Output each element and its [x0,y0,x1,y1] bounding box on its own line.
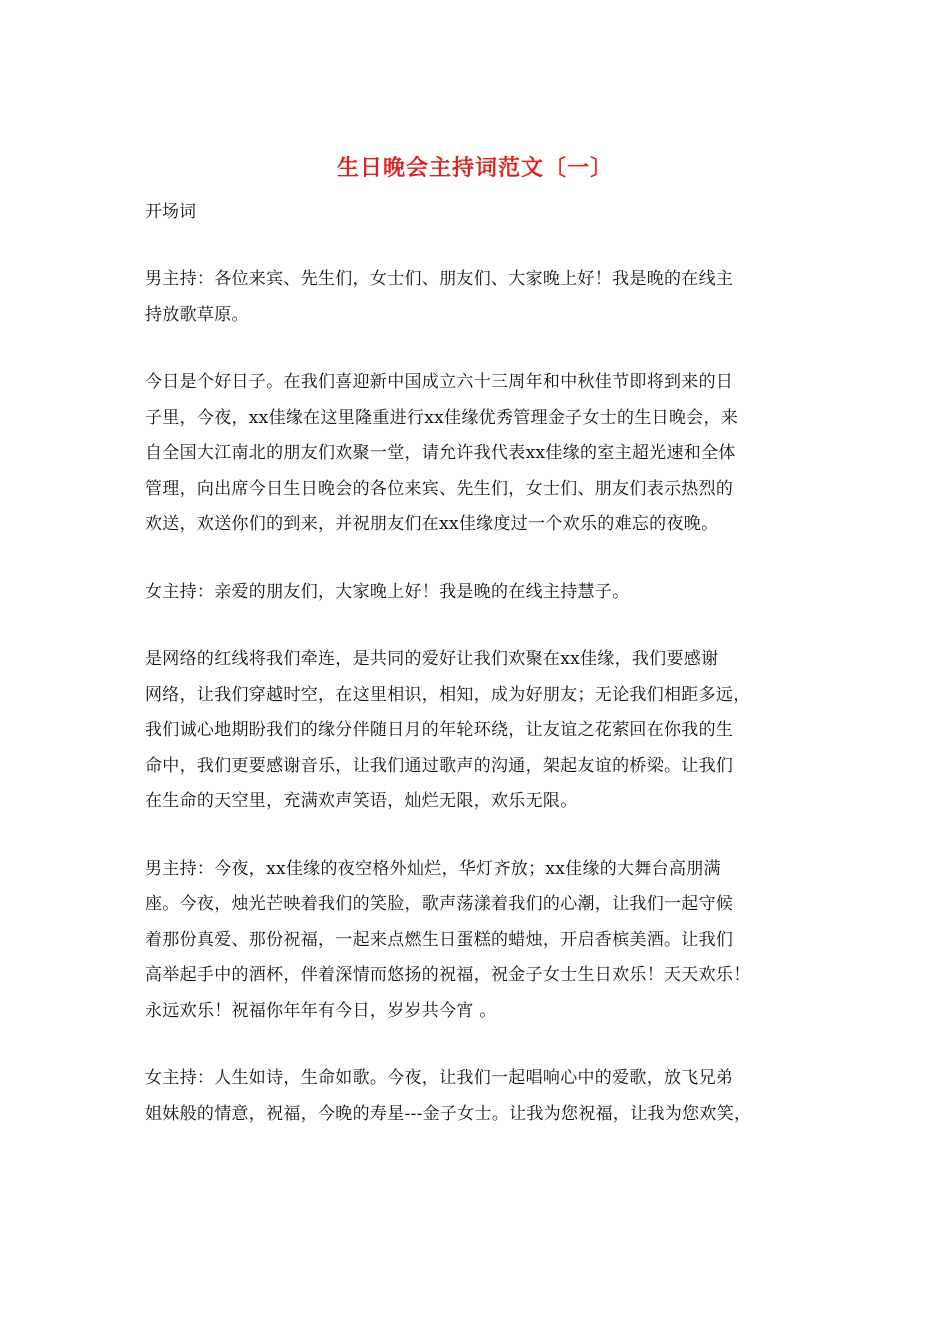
paragraph-line: 着那份真爱、那份祝福，一起来点燃生日蛋糕的蜡烛，开启香槟美酒。让我们 [145,929,734,950]
paragraph-1 [145,262,815,333]
paragraph-line: 男主持：今夜，xx佳缘的夜空格外灿烂，华灯齐放；xx佳缘的大舞台高朋满 [145,858,721,879]
paragraph-line: 命中，我们更要感谢音乐，让我们通过歌声的沟通，架起友谊的桥梁。让我们 [145,755,734,776]
paragraph-line: 座。今夜，烛光芒映着我们的笑脸，歌声荡漾着我们的心潮，让我们一起守候 [145,894,734,914]
paragraph-line: 网络，让我们穿越时空，在这里相识，相知，成为好朋友；无论我们相距多远， [145,684,751,705]
paragraph-line: 我们诚心地期盼我们的缘分伴随日月的年轮环绕，让友谊之花萦回在你我的生 [145,720,734,740]
paragraph-line: 高举起手中的酒杯，伴着深情而悠扬的祝福，祝金子女士生日欢乐！天天欢乐！ [145,965,751,985]
paragraph-line: 今日是个好日子。在我们喜迎新中国成立六十三周年和中秋佳节即将到来的日 [145,372,734,392]
paragraph-line: 永远欢乐！祝福你年年有今日，岁岁共今宵 。 [145,1000,497,1021]
paragraph-4 [145,642,815,820]
paragraph-5 [145,852,815,1030]
paragraph-line: 姐妹般的情意，祝福，今晚的寿星---金子女士。让我为您祝福，让我为您欢笑， [145,1103,752,1124]
paragraph-line: 子里，今夜，xx佳缘在这里隆重进行xx佳缘优秀管理金子女士的生日晚会，来 [145,407,739,428]
paragraph-line: 女主持：亲爱的朋友们，大家晚上好！我是晚的在线主持慧子。 [145,581,630,602]
paragraph-line: 在生命的天空里，充满欢声笑语，灿烂无限，欢乐无限。 [145,791,578,811]
paragraph-line: 自全国大江南北的朋友们欢聚一堂，请允许我代表xx佳缘的室主超光速和全体 [145,443,736,463]
paragraph-6 [145,1061,815,1132]
paragraph-line: 男主持：各位来宾、先生们，女士们、朋友们、大家晚上好！我是晚的在线主 [145,269,734,289]
document-title: 生日晚会主持词范文〔一〕 [336,155,613,181]
paragraph-line: 女主持：人生如诗，生命如歌。今夜，让我们一起唱响心中的爱歌，放飞兄弟 [145,1068,734,1088]
paragraph-line: 管理，向出席今日生日晚会的各位来宾、先生们，女士们、朋友们表示热烈的 [145,478,734,499]
document-body [145,262,815,1164]
paragraph-2 [145,365,815,543]
paragraph-3 [145,575,815,611]
paragraph-line: 欢送，欢送你们的到来，并祝朋友们在xx佳缘度过一个欢乐的难忘的夜晚。 [145,514,719,534]
section-label: 开场词 [145,202,196,222]
paragraph-line: 是网络的红线将我们牵连，是共同的爱好让我们欢聚在xx佳缘，我们要感谢 [145,649,719,669]
paragraph-line: 持放歌草原。 [145,304,249,325]
